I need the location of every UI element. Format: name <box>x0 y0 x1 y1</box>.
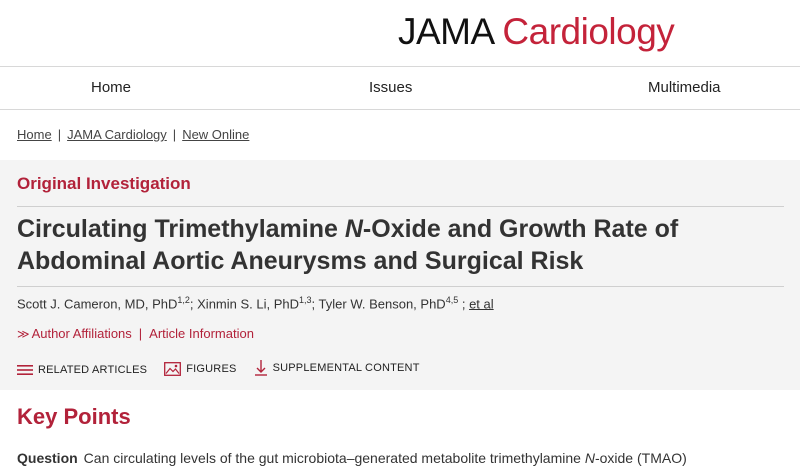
et-al-link[interactable]: et al <box>469 296 494 312</box>
author-list: Scott J. Cameron, MD, PhD$^{1,2}$; Xinmin S. Li, PhD$^{1,3}$; Tyler W. Benson, PhD$^{4,5}$ ; et al <box>17 295 494 312</box>
nav-multimedia[interactable]: Multimedia <box>648 79 721 96</box>
title-italic: N <box>344 215 363 243</box>
supplemental-content-label: SUPPLEMENTAL CONTENT <box>272 362 420 374</box>
supplemental-content-button[interactable] <box>254 360 420 376</box>
breadcrumb-home[interactable]: Home <box>17 127 52 142</box>
question-text: -oxide (TMAO) <box>594 450 687 466</box>
question-label: Question <box>17 450 78 466</box>
article-title <box>17 213 777 277</box>
divider <box>17 206 784 207</box>
key-points-question <box>17 450 687 466</box>
download-icon <box>254 360 268 376</box>
question-italic: N <box>584 450 595 466</box>
nav-issues[interactable]: Issues <box>369 79 413 96</box>
masthead <box>0 0 800 66</box>
author-affiliations-link[interactable]: Author Affiliations <box>31 326 132 341</box>
author-name[interactable]: Xinmin S. Li, PhD <box>197 296 300 312</box>
author-affil-sup: 4,5 <box>445 295 459 305</box>
article-information-link[interactable]: Article Information <box>149 326 254 341</box>
article-type: Original Investigation <box>17 174 191 193</box>
image-icon <box>164 362 181 376</box>
list-icon <box>17 364 33 376</box>
logo-jama: JAMA <box>398 11 493 52</box>
breadcrumb-separator: | <box>57 127 62 142</box>
related-articles-button[interactable] <box>17 364 147 376</box>
main-nav <box>0 66 800 110</box>
author-affil-sup: 1,3 <box>299 295 312 305</box>
breadcrumb-new-online[interactable]: New Online <box>182 127 250 142</box>
logo-cardiology: Cardiology <box>502 11 675 52</box>
related-articles-label: RELATED ARTICLES <box>38 364 148 376</box>
nav-home[interactable]: Home <box>91 79 132 96</box>
article-tools <box>17 360 434 379</box>
journal-logo[interactable] <box>398 10 674 54</box>
author-name[interactable]: Scott J. Cameron, MD, PhD <box>17 296 178 312</box>
divider <box>17 286 784 287</box>
title-text: -Oxide and Growth Rate of Abdominal Aortic Aneurysms and Surgical Risk <box>17 215 679 275</box>
figures-button[interactable] <box>164 362 236 376</box>
author-name[interactable]: Tyler W. Benson, PhD <box>318 296 446 312</box>
title-text: Circulating Trimethylamine <box>17 215 345 243</box>
breadcrumb-journal[interactable]: JAMA Cardiology <box>67 127 167 142</box>
breadcrumb-separator: | <box>172 127 177 142</box>
figures-label: FIGURES <box>186 363 237 375</box>
breadcrumb <box>17 127 249 142</box>
separator: | <box>138 326 143 341</box>
question-text: Can circulating levels of the gut microbiota–generated metabolite trimethylamine <box>83 450 585 466</box>
affiliations-row <box>17 326 254 341</box>
key-points-heading: Key Points <box>17 404 131 429</box>
chevron-right-icon: ≫ <box>17 327 30 341</box>
author-affil-sup: 1,2 <box>177 295 190 305</box>
